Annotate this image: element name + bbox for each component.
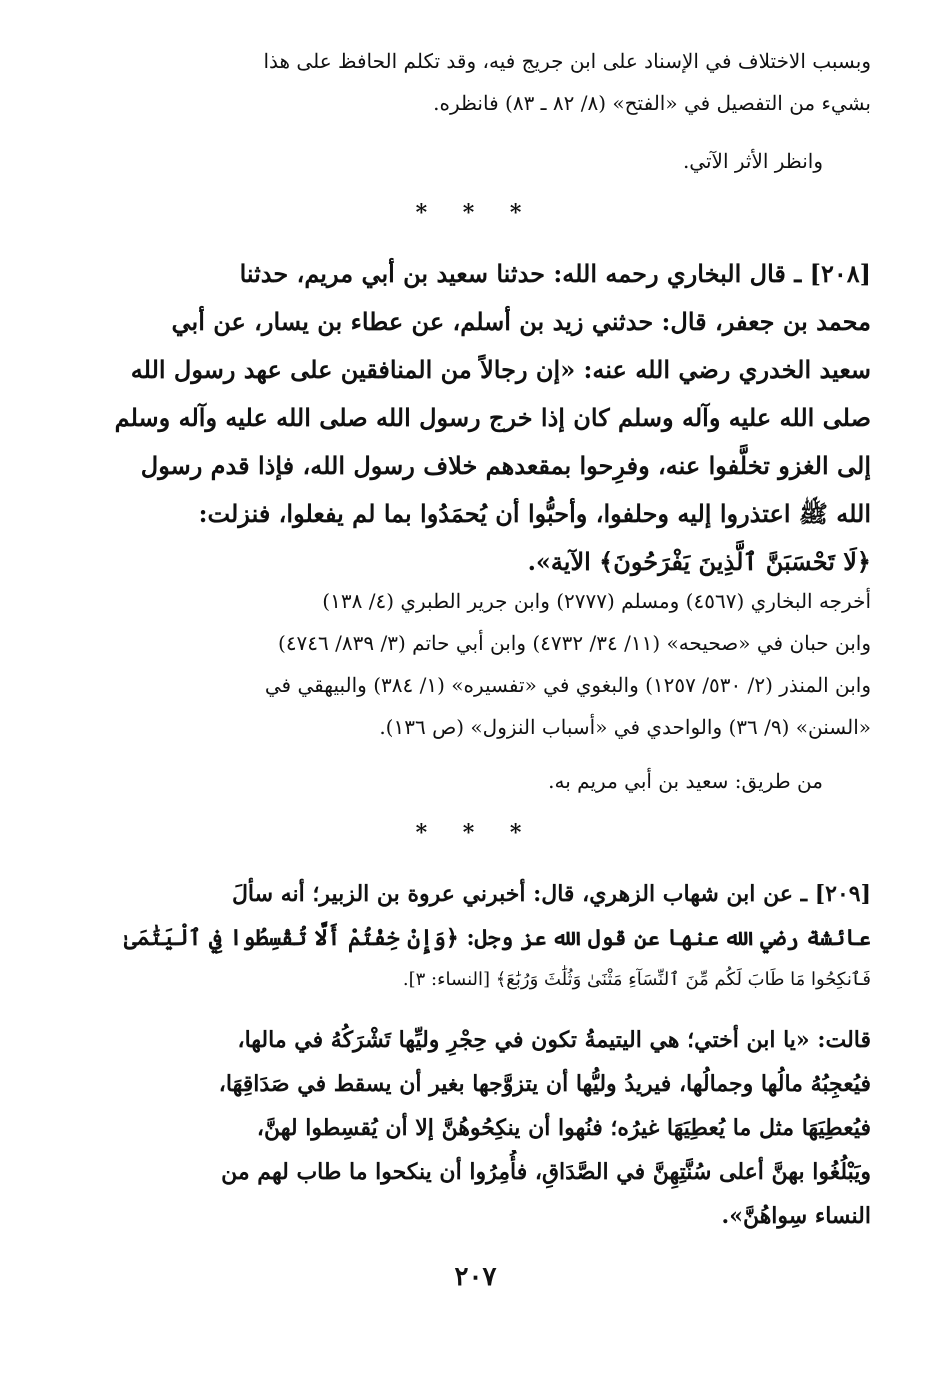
text-line: أخرجه البخاري (٤٥٦٧) ومسلم (٢٧٧٧) وابن جرير الطبري (٤/ ١٣٨) [322,589,871,613]
text-line: قالت: «يا ابن أختي؛ هي اليتيمةُ تكون في حِجْرِ وليِّها تَشْرَكُهُ في مالها، [237,1027,871,1053]
see-also-note [106,140,823,182]
text-line: [٢٠٩] ـ عن ابن شهاب الزهري، قال: أخبرني عروة بن الزبير؛ أنه سألَ [231,881,871,907]
text-line: فيُعجِبُهُ مالُها وجمالُها، فيريدُ وليُّها أن يتزوَّجها بغير أن يسقط في صَدَاقِهَا، [218,1071,871,1097]
hadith-209 [106,872,871,1000]
text-line: محمد بن جعفر، قال: حدثني زيد بن أسلم، عن عطاء بن يسار، عن أبي [171,307,871,336]
text-line: وابن حبان في «صحيحه» (١١/ ٣٤/ ٤٧٣٢) وابن أبي حاتم (٣/ ٨٣٩/ ٤٧٤٦) [278,631,871,655]
hadith-208 [106,250,871,586]
intro-paragraph [106,40,871,124]
text-line: ويَبْلُغُوا بهنَّ أعلى سُنَّتِهِنَّ في الصَّدَاقِ، فأُمِرُوا أن ينكحوا ما طاب لهم من [221,1159,871,1185]
text-line: صلى الله عليه وآله وسلم كان إذا خرج رسول الله صلى الله عليه وآله وسلم [114,403,871,432]
text-line: سعيد الخدري رضي الله عنه: «إن رجالاً من المنافقين على عهد رسول الله [130,355,871,384]
text-line: بشيء من التفصيل في «الفتح» (٨/ ٨٢ ـ ٨٣) فانظره. [433,91,871,115]
takhrij-208 [106,580,871,748]
text-line: النساء سِواهُنَّ». [721,1203,871,1229]
text-line: «السنن» (٩/ ٣٦) والواحدي في «أسباب النزول» (ص ١٣٦). [379,715,871,739]
text-line: [٢٠٨] ـ قال البخاري رحمه الله: حدثنا سعيد بن أبي مريم، حدثنا [239,259,871,288]
tariq-208 [106,760,823,802]
aisha-answer [106,1018,871,1238]
text-line: إلى الغزو تخلَّفوا عنه، وفرِحوا بمقعدهم خلاف رسول الله، فإذا قدم رسول [140,451,871,480]
text-line: وبسبب الاختلاف في الإسناد على ابن جريج فيه، وقد تكلم الحافظ على هذا [263,49,871,73]
text-line: فيُعطِيَهَا مثل ما يُعطِيَهَا غيرُه؛ فنُهوا أن ينكِحُوهُنَّ إلا أن يُقسِطوا لهنَّ، [256,1115,871,1141]
verse-line: فَٱنكِحُوا مَا طَابَ لَكُم مِّنَ ٱلنِّسَآءِ مَثْنَىٰ وَثُلَٰثَ وَرُبَٰعَ﴾ [النساء: ٣]. [402,969,871,990]
text-line: الله ﷺ اعتذروا إليه وحلفوا، وأحبُّوا أن يُحمَدُوا بما لم يفعلوا، فنزلت: [198,499,871,528]
text-line: ﴿لَا تَحْسَبَنَّ ٱلَّذِينَ يَفْرَحُونَ﴾ الآية». [527,547,871,576]
text-line: وابن المنذر (٢/ ٥٣٠/ ١٢٥٧) والبغوي في «تفسيره» (١/ ٣٨٤) والبيهقي في [264,673,871,697]
section-separator: * * * [415,200,536,226]
text-line: وانظر الأثر الآتي. [682,149,823,173]
text-line: عائشة رضي الله عنها عن قول الله عز وجل: ﴿وَإِنْ خِفْتُمْ أَلَّا تُقْسِطُوا فِي ٱلْيَتَٰمَىٰ [124,925,871,951]
section-separator: * * * [415,820,536,846]
page-number: ٢٠٧ [454,1262,497,1292]
text-line: من طريق: سعيد بن أبي مريم به. [548,769,823,793]
